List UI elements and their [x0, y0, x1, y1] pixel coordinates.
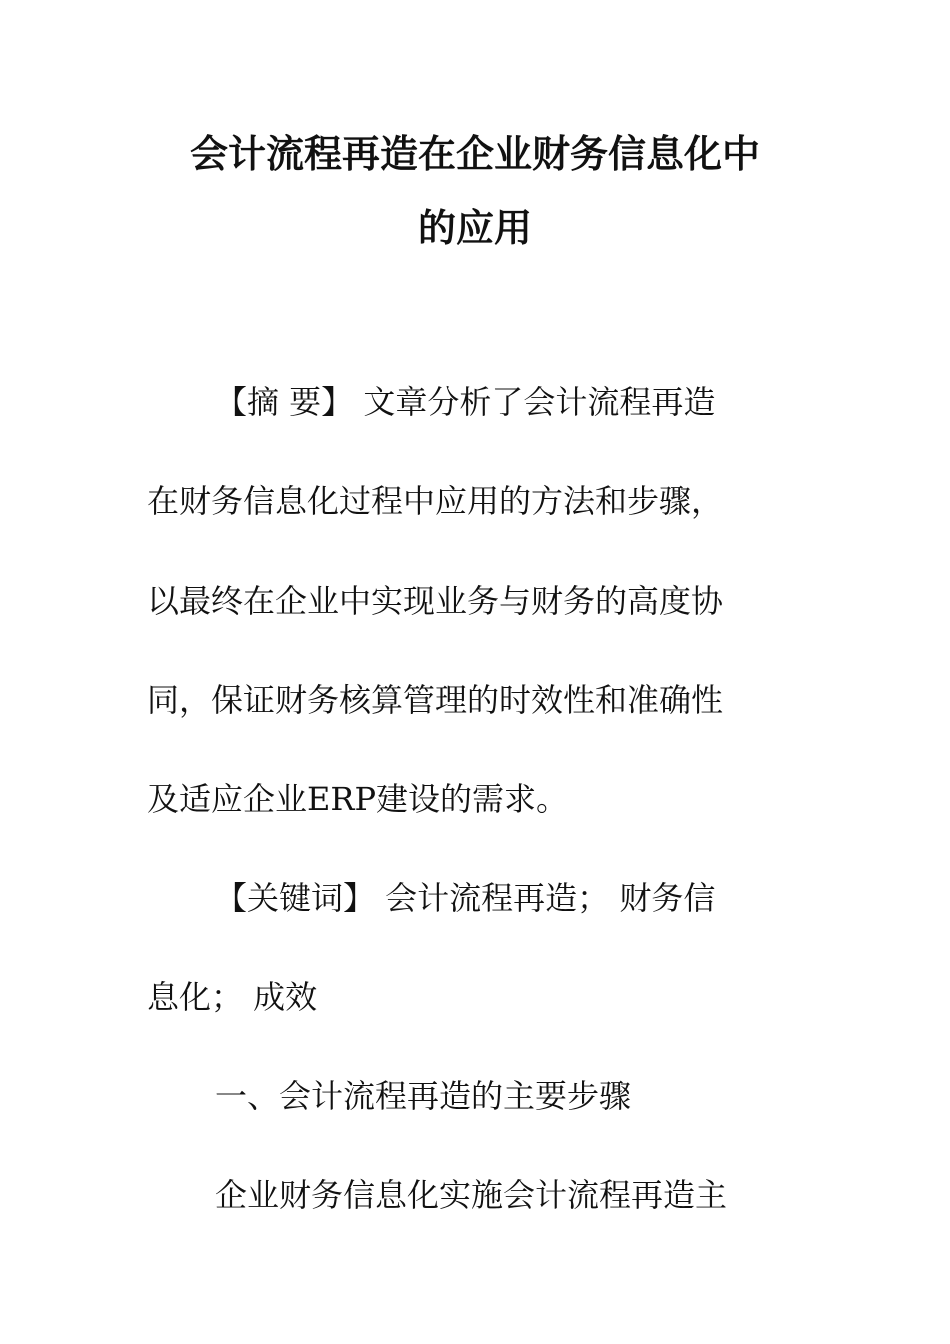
section-heading: 一、会计流程再造的主要步骤 [215, 1077, 632, 1115]
abstract-line-3: 以最终在企业中实现业务与财务的高度协 [147, 582, 724, 620]
keywords-line-1: 【关键词】 会计流程再造； 财务信 [215, 879, 716, 917]
document-title-line-2: 的应用 [417, 205, 532, 250]
keywords-line-2: 息化； 成效 [147, 978, 318, 1016]
abstract-line-2: 在财务信息化过程中应用的方法和步骤， [147, 482, 724, 520]
abstract-line-4: 同，保证财务核算管理的时效性和准确性 [147, 681, 724, 719]
section-body-line-1: 企业财务信息化实施会计流程再造主 [215, 1176, 728, 1214]
abstract-line-5: 及适应企业ERP建设的需求。 [147, 780, 568, 818]
abstract-line-1: 【摘 要】 文章分析了会计流程再造 [215, 383, 716, 421]
document-title-line-1: 会计流程再造在企业财务信息化中 [189, 131, 760, 176]
